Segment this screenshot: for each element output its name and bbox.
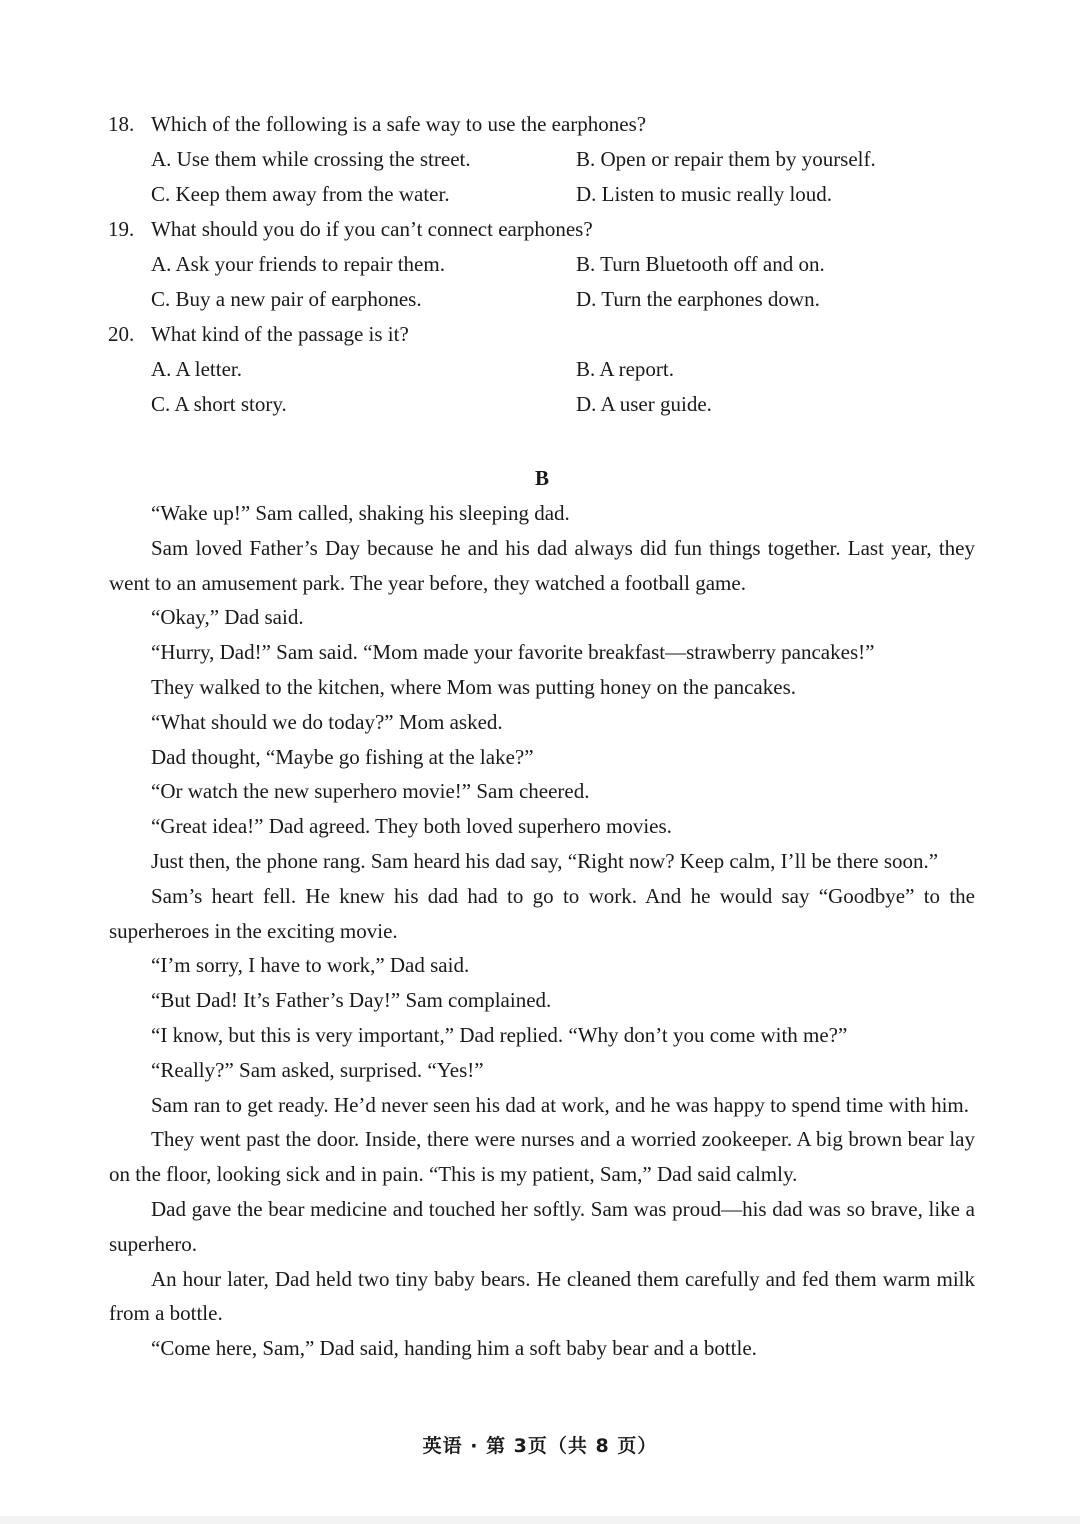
paragraph: “Really?” Sam asked, surprised. “Yes!” [151,1057,484,1082]
option-d: D. Listen to music really loud. [576,182,833,206]
question-18 [108,107,978,212]
option-b: B. A report. [576,357,674,381]
question-stem [108,107,978,142]
scan-edge [0,1516,1080,1524]
paragraph: “But Dad! It’s Father’s Day!” Sam complained. [151,988,552,1013]
option-c: C. Buy a new pair of earphones. [151,287,422,311]
question-stem [108,212,978,247]
paragraph: Dad gave the bear medicine and touched her softly. Sam was proud—his dad was so brave, like a superhero. [109,1196,975,1256]
paragraph: Sam loved Father’s Day because he and his dad always did fun things together. Last year, they went to an amusement park. The year before, they watched a football game. [109,535,975,595]
question-list [108,107,978,422]
option-a: A. A letter. [151,357,242,381]
options-row [108,142,978,177]
paragraph: “I’m sorry, I have to work,” Dad said. [151,953,470,978]
question-number: 19. [108,217,135,241]
question-number: 18. [108,112,135,136]
option-d: D. Turn the earphones down. [576,287,820,311]
paragraph: “Wake up!” Sam called, shaking his sleeping dad. [151,501,570,525]
paragraph: Sam ran to get ready. He’d never seen his dad at work, and he was happy to spend time with him. [151,1092,970,1117]
option-a: A. Ask your friends to repair them. [151,252,445,276]
paragraph: They walked to the kitchen, where Mom was putting honey on the pancakes. [151,674,796,699]
paragraph: An hour later, Dad held two tiny baby bears. He cleaned them carefully and fed them warm milk from a bottle. [109,1266,975,1326]
question-text: What should you do if you can’t connect earphones? [151,217,593,241]
options-row [108,177,978,212]
option-c: C. A short story. [151,392,287,416]
paragraph: “I know, but this is very important,” Dad replied. “Why don’t you come with me?” [151,1022,848,1047]
passage-b [109,461,975,1366]
option-b: B. Open or repair them by yourself. [576,147,876,171]
paragraph: “What should we do today?” Mom asked. [151,709,503,734]
option-a: A. Use them while crossing the street. [151,147,471,171]
paragraph: Just then, the phone rang. Sam heard his dad say, “Right now? Keep calm, I’ll be there soon.” [151,848,939,873]
question-stem [108,317,978,352]
option-d: D. A user guide. [576,392,712,416]
question-text: What kind of the passage is it? [151,322,409,346]
page-footer: 英语 · 第 3页（共 8 页） [422,1435,658,1457]
paragraph: “Okay,” Dad said. [151,605,304,630]
paragraph: Sam’s heart fell. He knew his dad had to go to work. And he would say “Goodbye” to the superheroes in the exciting movie. [109,883,975,943]
question-number: 20. [108,322,135,346]
paragraph: Dad thought, “Maybe go fishing at the lake?” [151,744,534,769]
option-c: C. Keep them away from the water. [151,182,450,206]
options-row [108,247,978,282]
question-text: Which of the following is a safe way to use the earphones? [151,112,647,136]
options-row [108,387,978,422]
paragraph: “Hurry, Dad!” Sam said. “Mom made your favorite breakfast—strawberry pancakes!” [151,640,875,665]
paragraph: They went past the door. Inside, there were nurses and a worried zookeeper. A big brown bear lay on the floor, looking sick and in pain. “This is my patient, Sam,” Dad said calmly. [109,1127,975,1187]
options-row [108,352,978,387]
section-title: B [534,466,549,490]
paragraph: “Or watch the new superhero movie!” Sam cheered. [151,779,590,804]
question-20 [108,317,978,422]
question-19 [108,212,978,317]
paragraph: “Great idea!” Dad agreed. They both loved superhero movies. [151,814,672,839]
paragraph: “Come here, Sam,” Dad said, handing him a soft baby bear and a bottle. [151,1336,757,1361]
option-b: B. Turn Bluetooth off and on. [576,252,825,276]
options-row [108,282,978,317]
